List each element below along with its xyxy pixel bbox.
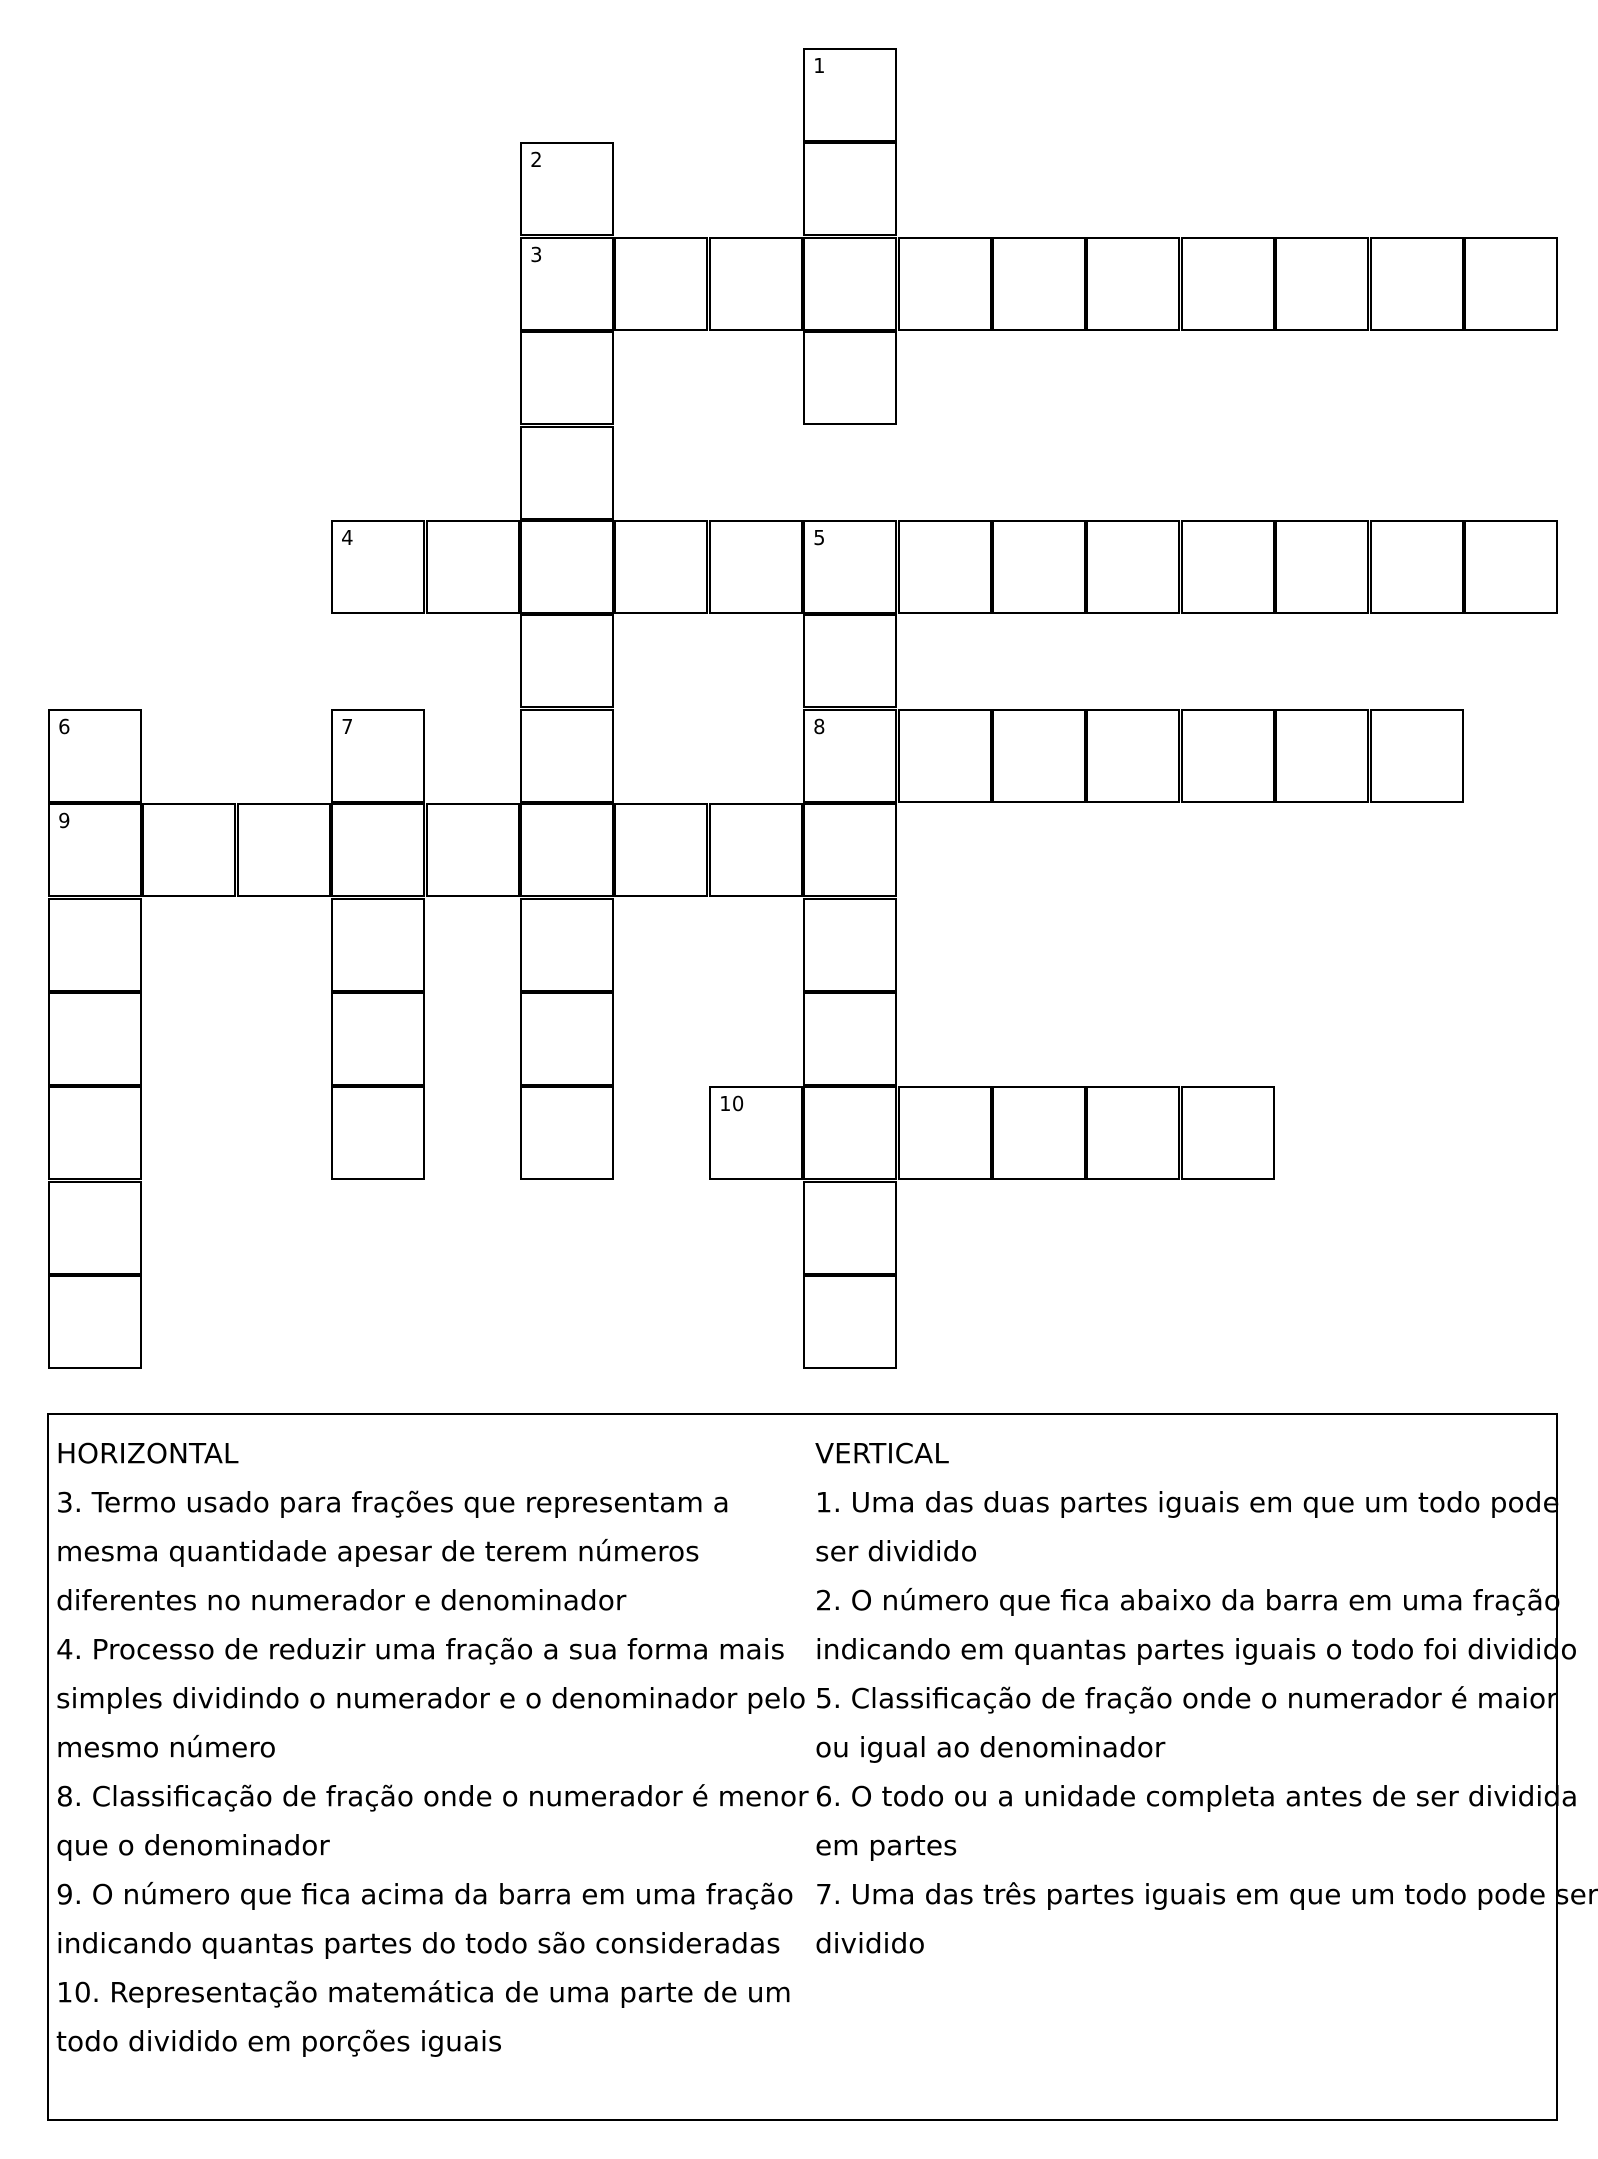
horizontal-clue-line: diferentes no numerador e denominador bbox=[56, 1584, 627, 1617]
grid-cell[interactable] bbox=[331, 992, 425, 1086]
vertical-clue-line: dividido bbox=[815, 1927, 926, 1960]
grid-cell[interactable] bbox=[331, 803, 425, 897]
grid-cell[interactable] bbox=[1275, 520, 1369, 614]
grid-cell[interactable] bbox=[1181, 709, 1275, 803]
vertical-clue-line: ser dividido bbox=[815, 1535, 978, 1568]
grid-cell[interactable] bbox=[992, 709, 1086, 803]
grid-cell[interactable] bbox=[1086, 520, 1180, 614]
clue-number: 6 bbox=[58, 715, 71, 739]
grid-cell[interactable] bbox=[1370, 709, 1464, 803]
grid-cell[interactable] bbox=[992, 520, 1086, 614]
grid-cell[interactable] bbox=[520, 898, 614, 992]
horizontal-clue-line: indicando quantas partes do todo são consideradas bbox=[56, 1927, 781, 1960]
grid-cell[interactable] bbox=[898, 520, 992, 614]
horizontal-clue-line: 9. O número que fica acima da barra em uma fração bbox=[56, 1878, 794, 1911]
horizontal-clue-line: 8. Classificação de fração onde o numerador é menor bbox=[56, 1780, 809, 1813]
grid-cell[interactable] bbox=[1464, 520, 1558, 614]
horizontal-clue-line: simples dividindo o numerador e o denominador pelo bbox=[56, 1682, 807, 1715]
grid-cell[interactable] bbox=[48, 1086, 142, 1180]
vertical-clue-line: 7. Uma das três partes iguais em que um todo pode ser bbox=[815, 1878, 1598, 1911]
grid-cell[interactable] bbox=[426, 520, 520, 614]
grid-cell[interactable] bbox=[520, 1086, 614, 1180]
grid-cell[interactable] bbox=[614, 803, 708, 897]
grid-cell[interactable] bbox=[520, 803, 614, 897]
grid-cell[interactable] bbox=[426, 803, 520, 897]
vertical-clue-line: 2. O número que fica abaixo da barra em uma fração bbox=[815, 1584, 1561, 1617]
grid-cell[interactable] bbox=[1370, 237, 1464, 331]
grid-cell[interactable] bbox=[48, 898, 142, 992]
cell-4[interactable] bbox=[331, 520, 425, 614]
cell-10[interactable] bbox=[709, 1086, 803, 1180]
horizontal-heading: HORIZONTAL bbox=[56, 1437, 239, 1470]
clue-number: 8 bbox=[813, 715, 826, 739]
grid-cell[interactable] bbox=[803, 237, 897, 331]
horizontal-clue-line: mesma quantidade apesar de terem números bbox=[56, 1535, 700, 1568]
vertical-heading: VERTICAL bbox=[815, 1437, 949, 1470]
grid-cell[interactable] bbox=[992, 237, 1086, 331]
grid-cell[interactable] bbox=[1181, 237, 1275, 331]
grid-cell[interactable] bbox=[520, 614, 614, 708]
grid-cell[interactable] bbox=[520, 331, 614, 425]
clue-number: 4 bbox=[341, 526, 354, 550]
vertical-clue-line: 6. O todo ou a unidade completa antes de ser dividida bbox=[815, 1780, 1579, 1813]
horizontal-clue-line: 3. Termo usado para frações que representam a bbox=[56, 1486, 730, 1519]
grid-cell[interactable] bbox=[992, 1086, 1086, 1180]
grid-cell[interactable] bbox=[1370, 520, 1464, 614]
grid-cell[interactable] bbox=[48, 992, 142, 1086]
grid-cell[interactable] bbox=[331, 898, 425, 992]
grid-cell[interactable] bbox=[1464, 237, 1558, 331]
vertical-clue-line: 5. Classificação de fração onde o numerador é maior bbox=[815, 1682, 1558, 1715]
grid-cell[interactable] bbox=[614, 237, 708, 331]
grid-cell[interactable] bbox=[237, 803, 331, 897]
grid-cell[interactable] bbox=[803, 1181, 897, 1275]
grid-cell[interactable] bbox=[709, 520, 803, 614]
vertical-clue-line: em partes bbox=[815, 1829, 958, 1862]
grid-cell[interactable] bbox=[331, 1086, 425, 1180]
vertical-clue-line: indicando em quantas partes iguais o todo foi dividido bbox=[815, 1633, 1578, 1666]
grid-cell[interactable] bbox=[1181, 520, 1275, 614]
grid-cell[interactable] bbox=[520, 992, 614, 1086]
grid-cell[interactable] bbox=[803, 1275, 897, 1369]
cell-5[interactable] bbox=[803, 520, 897, 614]
grid-cell[interactable] bbox=[803, 1086, 897, 1180]
cell-3[interactable] bbox=[520, 237, 614, 331]
cell-6[interactable] bbox=[48, 709, 142, 803]
grid-cell[interactable] bbox=[709, 237, 803, 331]
grid-cell[interactable] bbox=[1181, 1086, 1275, 1180]
cell-2[interactable] bbox=[520, 142, 614, 236]
grid-cell[interactable] bbox=[48, 1275, 142, 1369]
grid-cell[interactable] bbox=[1086, 237, 1180, 331]
grid-cell[interactable] bbox=[614, 520, 708, 614]
grid-cell[interactable] bbox=[520, 709, 614, 803]
grid-cell[interactable] bbox=[1086, 1086, 1180, 1180]
cell-8[interactable] bbox=[803, 709, 897, 803]
grid-cell[interactable] bbox=[1275, 709, 1369, 803]
grid-cell[interactable] bbox=[709, 803, 803, 897]
clues-box bbox=[47, 1413, 1598, 2121]
vertical-clue-line: 1. Uma das duas partes iguais em que um todo pode bbox=[815, 1486, 1560, 1519]
grid-cell[interactable] bbox=[48, 1181, 142, 1275]
clue-number: 2 bbox=[530, 148, 543, 172]
horizontal-clue-line: que o denominador bbox=[56, 1829, 330, 1862]
grid-cell[interactable] bbox=[1275, 237, 1369, 331]
clue-number: 3 bbox=[530, 243, 543, 267]
grid-cell[interactable] bbox=[142, 803, 236, 897]
grid-cell[interactable] bbox=[803, 142, 897, 236]
clue-number: 7 bbox=[341, 715, 354, 739]
grid-cell[interactable] bbox=[803, 614, 897, 708]
horizontal-clue-line: 4. Processo de reduzir uma fração a sua forma mais bbox=[56, 1633, 786, 1666]
cell-1[interactable] bbox=[803, 48, 897, 142]
clue-number: 10 bbox=[719, 1092, 745, 1116]
grid-cell[interactable] bbox=[1086, 709, 1180, 803]
grid-cell[interactable] bbox=[898, 709, 992, 803]
vertical-clues bbox=[815, 1429, 1598, 1968]
horizontal-clue-line: mesmo número bbox=[56, 1731, 277, 1764]
cell-7[interactable] bbox=[331, 709, 425, 803]
grid-cell[interactable] bbox=[803, 803, 897, 897]
grid-cell[interactable] bbox=[803, 992, 897, 1086]
grid-cell[interactable] bbox=[803, 898, 897, 992]
grid-cell[interactable] bbox=[898, 1086, 992, 1180]
horizontal-clue-line: 10. Representação matemática de uma parte de um bbox=[56, 1976, 792, 2009]
horizontal-clues bbox=[56, 1429, 809, 2066]
vertical-clue-line: ou igual ao denominador bbox=[815, 1731, 1166, 1764]
clue-number: 5 bbox=[813, 526, 826, 550]
clue-number: 9 bbox=[58, 809, 71, 833]
grid-cell[interactable] bbox=[520, 426, 614, 520]
grid-cell[interactable] bbox=[898, 237, 992, 331]
cell-9[interactable] bbox=[48, 803, 142, 897]
clue-number: 1 bbox=[813, 54, 826, 78]
grid-cell[interactable] bbox=[803, 331, 897, 425]
grid-cell[interactable] bbox=[520, 520, 614, 614]
horizontal-clue-line: todo dividido em porções iguais bbox=[56, 2025, 503, 2058]
